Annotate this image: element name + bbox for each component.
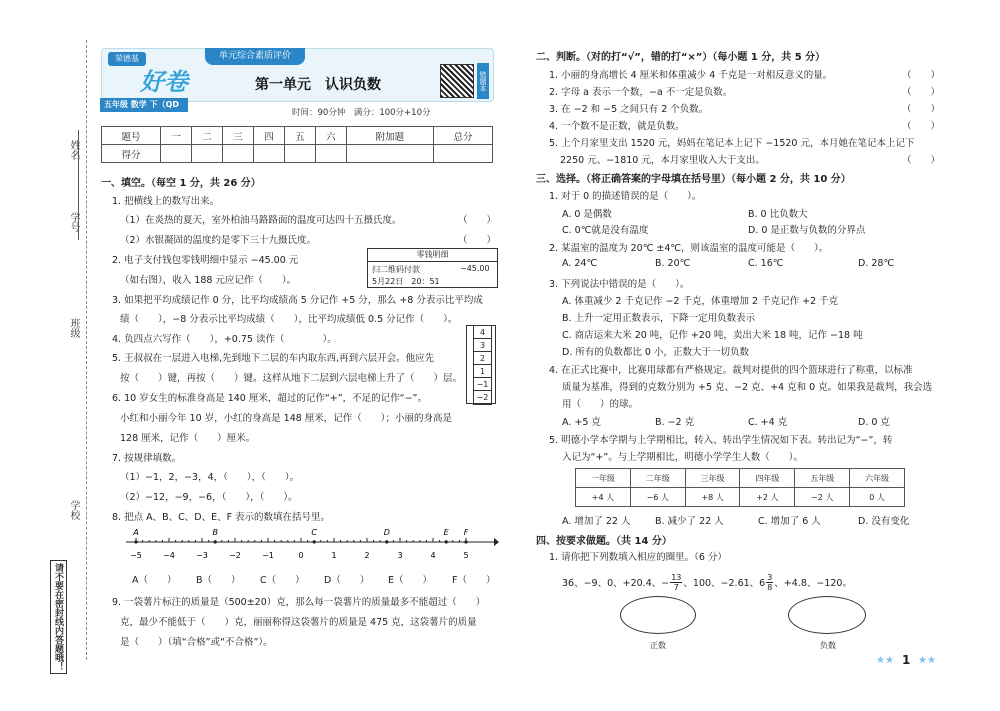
table-cell: 四年级 bbox=[740, 469, 795, 488]
choice-q4a: 4. 在正式比赛中，比赛用球都有严格规定。裁判对提供的四个篮球进行了称重，以标准 bbox=[549, 365, 913, 376]
qr-code-icon bbox=[440, 64, 474, 98]
option: B. 0 比负数大 bbox=[748, 209, 808, 220]
negative-circle[interactable] bbox=[788, 596, 866, 634]
q9a-text: 9. 一袋薯片标注的质量是（500±20）克，那么每一袋薯片的质量最多不能超过（ ） bbox=[112, 597, 486, 608]
option: D. 0 是正数与负数的分界点 bbox=[748, 225, 866, 236]
option: B. 20℃ bbox=[655, 258, 691, 269]
choice-q2: 2. 某温室的温度为 20℃ ±4℃，则该温室的温度可能是（ ）。 bbox=[549, 243, 829, 254]
point-A bbox=[134, 540, 137, 543]
star-icon: ★★ bbox=[876, 655, 894, 666]
tick-label: 1 bbox=[331, 551, 337, 560]
answer-paren[interactable]: （ ） bbox=[902, 121, 941, 132]
section-4-heading: 四、按要求做题。（共 14 分） bbox=[536, 536, 672, 547]
table-cell: 总分 bbox=[433, 127, 492, 145]
q5b-text: 按（ ）键，再按（ ）键。这样从地下二层到六层电梯上升了（ ）层。 bbox=[120, 373, 463, 384]
point-label: F bbox=[463, 528, 469, 537]
option: C. 商店运来大米 20 吨，记作 +20 吨，卖出大米 18 吨，记作 −18 吨 bbox=[562, 330, 863, 341]
q5a-text: 5. 王叔叔在一层进入电梯,先到地下二层的车内取东西,再到六层开会。他应先 bbox=[112, 353, 435, 364]
answer-e[interactable]: E（ ） bbox=[388, 575, 433, 586]
wallet-item: 扫二维码付款 bbox=[372, 265, 420, 274]
nums-part: 、100、−2.61、6 bbox=[683, 578, 766, 589]
section-1-heading: 一、填空。（每空 1 分，共 26 分） bbox=[101, 178, 261, 189]
point-C bbox=[313, 540, 316, 543]
positive-circle[interactable] bbox=[620, 596, 696, 634]
negative-label: 负数 bbox=[820, 641, 836, 650]
answer-d[interactable]: D（ ） bbox=[324, 575, 370, 586]
table-cell: +8 人 bbox=[685, 488, 740, 507]
name-line bbox=[78, 130, 79, 240]
denominator: 8 bbox=[767, 582, 773, 592]
option: B. −2 克 bbox=[655, 417, 695, 428]
judge-item-cont: 2250 元、−1810 元，本月家里收入大于支出。 bbox=[560, 155, 765, 166]
score-cell[interactable] bbox=[191, 145, 222, 163]
tick-label: 3 bbox=[397, 551, 403, 560]
option: D. 28℃ bbox=[858, 258, 895, 269]
fraction bbox=[766, 573, 773, 592]
page-number: 1 bbox=[902, 653, 911, 667]
q3b-text: 绩（ ），−8 分表示比平均成绩（ ），比平均成绩低 0.5 分记作（ ）。 bbox=[120, 314, 458, 325]
tick-label: 4 bbox=[430, 551, 436, 560]
answer-paren[interactable]: （ ） bbox=[458, 235, 497, 246]
choice-q4c: 用（ ）的球。 bbox=[562, 399, 639, 410]
table-cell: 二年级 bbox=[630, 469, 685, 488]
point-label: E bbox=[443, 528, 449, 537]
score-cell[interactable] bbox=[222, 145, 253, 163]
choice-q5a: 5. 明德小学本学期与上学期相比，转入、转出学生情况如下表。转出记为“−”，转 bbox=[549, 435, 893, 446]
choice-q1: 1. 对于 0 的描述错误的是（ ）。 bbox=[549, 191, 702, 202]
judge-item: 5. 上个月家里支出 1520 元，妈妈在笔记本上记下 −1520 元，本月她在笔记本上记下 bbox=[549, 138, 915, 149]
number-list bbox=[562, 568, 852, 596]
q6b-text: 小红和小丽今年 10 岁，小红的身高是 148 厘米，记作（ ）；小丽的身高是 bbox=[120, 413, 453, 424]
q8-text: 8. 把点 A、B、C、D、E、F 表示的数填在括号里。 bbox=[112, 512, 331, 523]
option: B. 上升一定用正数表示，下降一定用负数表示 bbox=[562, 313, 756, 324]
answer-c[interactable]: C（ ） bbox=[260, 575, 305, 586]
option: C. 16℃ bbox=[748, 258, 784, 269]
numerator: 13 bbox=[671, 572, 682, 582]
answer-b[interactable]: B（ ） bbox=[196, 575, 241, 586]
q6a-text: 6. 10 岁女生的标准身高是 140 厘米，超过的记作“+”，不足的记作“−”。 bbox=[112, 393, 427, 404]
judge-item: 3. 在 −2 和 −5 之间只有 2 个负数。 bbox=[549, 104, 709, 115]
wallet-date: 5月22日 20：51 bbox=[372, 277, 440, 286]
judge-item: 2. 字母 a 表示一个数，−a 不一定是负数。 bbox=[549, 87, 733, 98]
transfer-table bbox=[575, 468, 905, 507]
table-row bbox=[102, 145, 493, 163]
point-label: D bbox=[383, 528, 390, 537]
cut-line bbox=[86, 40, 87, 660]
point-B bbox=[214, 540, 217, 543]
point-label: B bbox=[212, 528, 218, 537]
wallet-amount: −45.00 bbox=[460, 264, 490, 273]
table-cell: −2 人 bbox=[795, 488, 850, 507]
tick-label: −2 bbox=[229, 551, 241, 560]
notice-label: 请不要在密封线内答题哦！ bbox=[50, 560, 67, 674]
table-cell: 五 bbox=[284, 127, 315, 145]
q2a-text: 2. 电子支付钱包零钱明细中显示 −45.00 元 bbox=[112, 255, 299, 266]
table-cell: 得分 bbox=[102, 145, 161, 163]
tick-label: 5 bbox=[463, 551, 469, 560]
star-icon: ★★ bbox=[918, 655, 936, 666]
nums-part: 、+4.8、−120。 bbox=[774, 578, 852, 589]
logo: 好卷 bbox=[140, 68, 188, 96]
school-label: 学校 bbox=[68, 500, 79, 520]
table-cell: 四 bbox=[253, 127, 284, 145]
score-cell[interactable] bbox=[253, 145, 284, 163]
table-cell: 六年级 bbox=[850, 469, 905, 488]
option: D. 所有的负数都比 0 小，正数大于一切负数 bbox=[562, 347, 749, 358]
class-label: 班级 bbox=[68, 318, 79, 338]
section-3-heading: 三、选择。（将正确答案的字母填在括号里）（每小题 2 分，共 10 分） bbox=[536, 174, 851, 185]
answer-paren[interactable]: （ ） bbox=[902, 155, 941, 166]
table-row bbox=[576, 488, 905, 507]
fraction bbox=[670, 573, 682, 592]
option: D. 没有变化 bbox=[858, 516, 910, 527]
choice-q4b: 质量为基准，得到的克数分别为 +5 克、−2 克、+4 克和 0 克。如果我是裁判，我会选 bbox=[562, 382, 933, 393]
q7b-text: （2）−12，−9，−6，（ ），（ ）。 bbox=[120, 492, 298, 503]
q1a-text: （1）在炎热的夏天，室外柏油马路路面的温度可达四十五摄氏度。 bbox=[120, 215, 402, 226]
student-id-label: 学号 bbox=[68, 212, 79, 232]
elevator-panel bbox=[466, 325, 496, 404]
option: B. 减少了 22 人 bbox=[655, 516, 724, 527]
option: C. 增加了 6 人 bbox=[758, 516, 821, 527]
q1-text: 1. 把横线上的数写出来。 bbox=[112, 196, 220, 207]
tick-label: −1 bbox=[262, 551, 274, 560]
tick-label: −4 bbox=[163, 551, 175, 560]
point-label: A bbox=[133, 528, 139, 537]
score-table bbox=[101, 126, 493, 163]
answer-f[interactable]: F（ ） bbox=[452, 575, 496, 586]
option: C. +4 克 bbox=[748, 417, 788, 428]
elevator-button: 2 bbox=[473, 352, 492, 365]
option: A. +5 克 bbox=[562, 417, 601, 428]
q2b-text: （如右图），收入 188 元应记作（ ）。 bbox=[120, 275, 297, 286]
score-cell[interactable] bbox=[346, 145, 433, 163]
tick-label: −5 bbox=[130, 551, 142, 560]
numerator: 3 bbox=[767, 572, 773, 582]
table-cell: +4 人 bbox=[576, 488, 631, 507]
table-cell: 三 bbox=[222, 127, 253, 145]
name-label: 姓名 bbox=[68, 140, 79, 160]
score-cell[interactable] bbox=[433, 145, 492, 163]
qr-label: 错题本 bbox=[477, 63, 489, 99]
nums-part: 36、−9、0、+20.4、− bbox=[562, 578, 670, 589]
table-cell: 二 bbox=[191, 127, 222, 145]
q8-answers bbox=[132, 572, 496, 586]
point-D bbox=[385, 540, 388, 543]
tick-label: −3 bbox=[196, 551, 208, 560]
s4-q1: 1. 请你把下列数填入相应的圈里。（6 分） bbox=[549, 552, 727, 563]
point-E bbox=[445, 540, 448, 543]
option: C. 0℃就是没有温度 bbox=[562, 225, 649, 236]
answer-paren[interactable]: （ ） bbox=[902, 87, 941, 98]
answer-paren[interactable]: （ ） bbox=[458, 215, 497, 226]
wallet-title: 零钱明细 bbox=[368, 249, 497, 262]
choice-q5b: 入记为“+”。与上学期相比，明德小学学生人数（ ）。 bbox=[562, 452, 804, 463]
brand-tag: 荣德基 bbox=[108, 52, 146, 66]
score-cell[interactable] bbox=[161, 145, 192, 163]
table-cell: −6 人 bbox=[630, 488, 685, 507]
table-cell: 三年级 bbox=[685, 469, 740, 488]
table-row bbox=[576, 469, 905, 488]
elevator-button: −1 bbox=[473, 378, 492, 391]
table-cell: 一 bbox=[161, 127, 192, 145]
answer-paren[interactable]: （ ） bbox=[902, 70, 941, 81]
elevator-button: −2 bbox=[473, 391, 492, 404]
option: A. 体重减少 2 千克记作 −2 千克，体重增加 2 千克记作 +2 千克 bbox=[562, 296, 839, 307]
denominator: 7 bbox=[673, 582, 679, 592]
number-line bbox=[124, 528, 499, 568]
q1b-text: （2）水银凝固的温度约是零下三十九摄氏度。 bbox=[120, 235, 317, 246]
q4-text: 4. 负四点六写作（ ），+0.75 读作（ ）。 bbox=[112, 334, 337, 345]
tick-label: 0 bbox=[298, 551, 304, 560]
elevator-button: 1 bbox=[473, 365, 492, 378]
q7a-text: （1）−1，2，−3，4，（ ），（ ）。 bbox=[120, 472, 300, 483]
table-cell: 0 人 bbox=[850, 488, 905, 507]
answer-paren[interactable]: （ ） bbox=[902, 104, 941, 115]
ribbon-label: 单元综合素质评价 bbox=[205, 48, 305, 65]
q6c-text: 128 厘米，记作（ ）厘米。 bbox=[120, 433, 256, 444]
point-label: C bbox=[311, 528, 317, 537]
score-cell[interactable] bbox=[315, 145, 346, 163]
option: A. 0 是偶数 bbox=[562, 209, 612, 220]
table-cell: 一年级 bbox=[576, 469, 631, 488]
table-row bbox=[102, 127, 493, 145]
page-title: 第一单元 认识负数 bbox=[255, 77, 381, 93]
q9b-text: 克，最少不能低于（ ）克，丽丽称得这袋薯片的质量是 475 克，这袋薯片的质量 bbox=[120, 617, 477, 628]
table-cell: 附加题 bbox=[346, 127, 433, 145]
q7-text: 7. 按规律填数。 bbox=[112, 453, 182, 464]
elevator-button: 4 bbox=[473, 326, 492, 339]
q9c-text: 是（ ）（填“合格”或“不合格”）。 bbox=[120, 637, 273, 648]
option: A. 增加了 22 人 bbox=[562, 516, 631, 527]
judge-item: 1. 小丽的身高增长 4 厘米和体重减少 4 千克是一对相反意义的量。 bbox=[549, 70, 833, 81]
score-cell[interactable] bbox=[284, 145, 315, 163]
table-cell: 五年级 bbox=[795, 469, 850, 488]
section-2-heading: 二、判断。（对的打“√”，错的打“×”）（每小题 1 分，共 5 分） bbox=[536, 52, 826, 63]
arrow-icon bbox=[494, 538, 499, 546]
table-cell: 题号 bbox=[102, 127, 161, 145]
option: D. 0 克 bbox=[858, 417, 890, 428]
elevator-button: 3 bbox=[473, 339, 492, 352]
option: A. 24℃ bbox=[562, 258, 598, 269]
choice-q3: 3. 下列说法中错误的是（ ）。 bbox=[549, 279, 690, 290]
table-cell: +2 人 bbox=[740, 488, 795, 507]
point-F bbox=[464, 540, 467, 543]
binding-strip bbox=[0, 0, 100, 711]
table-cell: 六 bbox=[315, 127, 346, 145]
positive-label: 正数 bbox=[650, 641, 666, 650]
answer-a[interactable]: A（ ） bbox=[132, 575, 177, 586]
judge-item: 4. 一个数不是正数，就是负数。 bbox=[549, 121, 685, 132]
wallet-detail-box bbox=[367, 248, 498, 288]
time-info: 时间：90分钟 满分：100分+10分 bbox=[292, 108, 431, 118]
tick-label: 2 bbox=[364, 551, 370, 560]
q3a-text: 3. 如果把平均成绩记作 0 分，比平均成绩高 5 分记作 +5 分，那么 +8 分表示比平均成 bbox=[112, 295, 483, 306]
grade-label: 五年级 数学 下（QD版） bbox=[100, 98, 188, 112]
